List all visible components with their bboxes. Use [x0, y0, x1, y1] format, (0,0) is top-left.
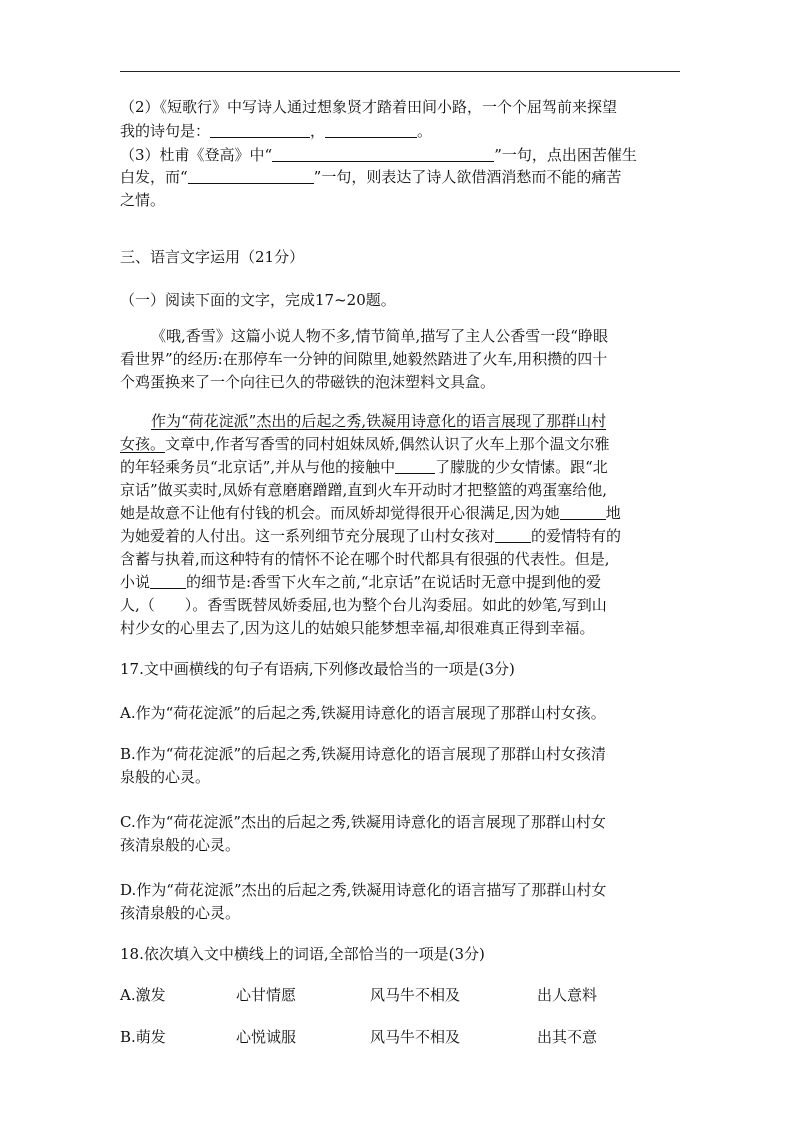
para2-line-3 [120, 456, 608, 478]
underlined-sentence-part-1: 作为“荷花淀派”杰出的后起之秀,铁凝用诗意化的语言展现了那群山村 [151, 412, 607, 430]
para2-line-9: 人,（ ）。香雪既替凤娇委屈,也为整个台儿沟委屈。如此的妙笔,写到山 [120, 596, 607, 614]
q17-option-b-line-2[interactable]: 泉般的心灵。 [120, 768, 211, 786]
para2-line-2 [120, 433, 610, 455]
q3-line-3: 之情。 [120, 191, 166, 209]
q17-option-c-line-2[interactable]: 孩清泉般的心灵。 [120, 836, 241, 854]
q17-stem: 17.文中画横线的句子有语病,下列修改最恰当的一项是(3分) [120, 660, 515, 678]
para1-line-1: 《哦,香雪》这篇小说人物不多,情节简单,描写了主人公香雪一段“睁眼 [151, 327, 608, 345]
q18-stem: 18.依次填入文中横线上的词语,全部恰当的一项是(3分) [120, 945, 485, 963]
q18-b-word-3: 风马牛不相及 [370, 1028, 461, 1046]
q2-blank-1[interactable] [210, 123, 310, 138]
para2-line-6-a: 为她爱着的人付出。这一系列细节充分展现了山村女孩对 [120, 527, 496, 545]
para2-line-8-a: 小说 [120, 573, 151, 591]
q2-end: 。 [417, 122, 433, 140]
para1-line-3: 个鸡蛋换来了一个向往已久的带磁铁的泡沫塑料文具盒。 [120, 373, 496, 391]
para1-line-2: 看世界”的经历:在那停车一分钟的间隙里,她毅然踏进了火车,用积攒的四十 [120, 350, 608, 368]
section-subtitle: （一）阅读下面的文字，完成17~20题。 [120, 291, 396, 309]
q17-option-d-line-2[interactable]: 孩清泉般的心灵。 [120, 904, 241, 922]
fill-blank-4[interactable] [150, 574, 186, 589]
para2-line-8-b: 的细节是:香雪下火车之前,“北京话”在说话时无意中提到他的爱 [186, 573, 602, 591]
para2-line-3-a: 的年轻乘务员“北京话”,并从与他的接触中 [120, 458, 396, 476]
q3-suffix: ”一句，点出困苦催生 [494, 146, 637, 164]
para2-line-10: 村少女的心里去了,因为这儿的姑娘只能梦想幸福,却很难真正得到幸福。 [120, 619, 595, 637]
para2-line-5-b: 地 [605, 504, 621, 522]
fill-blank-1[interactable] [395, 459, 435, 474]
para2-line-2-rest: 文章中,作者写香雪的同村姐妹凤娇,偶然认识了火车上那个温文尔雅 [165, 435, 610, 453]
q18-a-word-4: 出人意料 [537, 986, 598, 1004]
para2-line-6-b: 的爱情特有的 [531, 527, 622, 545]
para2-line-1 [151, 410, 606, 432]
q17-option-a[interactable]: A.作为“荷花淀派”的后起之秀,铁凝用诗意化的语言展现了那群山村女孩。 [120, 704, 606, 722]
para2-line-5-a: 她是故意不让他有付钱的机会。而凤娇却觉得很开心很满足,因为她 [120, 504, 560, 522]
q17-option-b-line-1[interactable]: B.作为“荷花淀派”的后起之秀,铁凝用诗意化的语言展现了那群山村女孩清 [120, 745, 606, 763]
para2-line-5 [120, 502, 621, 524]
q18-a-word-1: A.激发 [120, 986, 166, 1004]
q3-line-2-prefix: 白发，而“ [120, 168, 188, 186]
fill-blank-3[interactable] [495, 528, 531, 543]
q18-a-word-2: 心甘情愿 [236, 986, 297, 1004]
fill-blank-2[interactable] [560, 505, 606, 520]
q2-blank-2[interactable] [325, 123, 417, 138]
para2-line-7: 含蓄与执着,而这种特有的情怀不论在哪个时代都具有很强的代表性。但是, [120, 550, 610, 568]
para2-line-6 [120, 525, 621, 547]
q3-line-2 [120, 166, 621, 188]
q3-line-1 [120, 144, 637, 166]
underlined-sentence-part-2: 女孩。 [120, 435, 166, 453]
para2-line-4: 京话”做买卖时,凤娇有意磨磨蹭蹭,直到火车开动时才把整篮的鸡蛋塞给他, [120, 481, 607, 499]
q18-b-word-1: B.萌发 [120, 1028, 166, 1046]
q3-prefix: （3）杜甫《登高》中“ [120, 146, 273, 164]
q2-separator: ， [310, 122, 326, 140]
q18-b-word-2: 心悦诚服 [236, 1028, 297, 1046]
para2-line-8 [120, 571, 601, 593]
header-rule [120, 71, 680, 72]
q3-line-2-suffix: ”一句，则表达了诗人欲借酒消愁而不能的痛苦 [313, 168, 622, 186]
section-title: 三、语言文字运用（21分） [120, 248, 305, 266]
q17-option-c-line-1[interactable]: C.作为“荷花淀派”杰出的后起之秀,铁凝用诗意化的语言展现了那群山村女 [120, 813, 606, 831]
q18-b-word-4: 出其不意 [537, 1028, 598, 1046]
q3-blank-1[interactable] [272, 147, 494, 162]
q2-prefix: 我的诗句是： [120, 122, 211, 140]
q18-a-word-3: 风马牛不相及 [370, 986, 461, 1004]
q2-line-2 [120, 120, 432, 142]
q2-line-1: （2）《短歌行》中写诗人通过想象贤才踏着田间小路，一个个屈驾前来探望 [120, 98, 618, 116]
para2-line-3-b: 了朦胧的少女情愫。跟“北 [435, 458, 608, 476]
q3-blank-2[interactable] [188, 169, 314, 184]
q17-option-d-line-1[interactable]: D.作为“荷花淀派”杰出的后起之秀,铁凝用诗意化的语言描写了那群山村女 [120, 881, 607, 899]
